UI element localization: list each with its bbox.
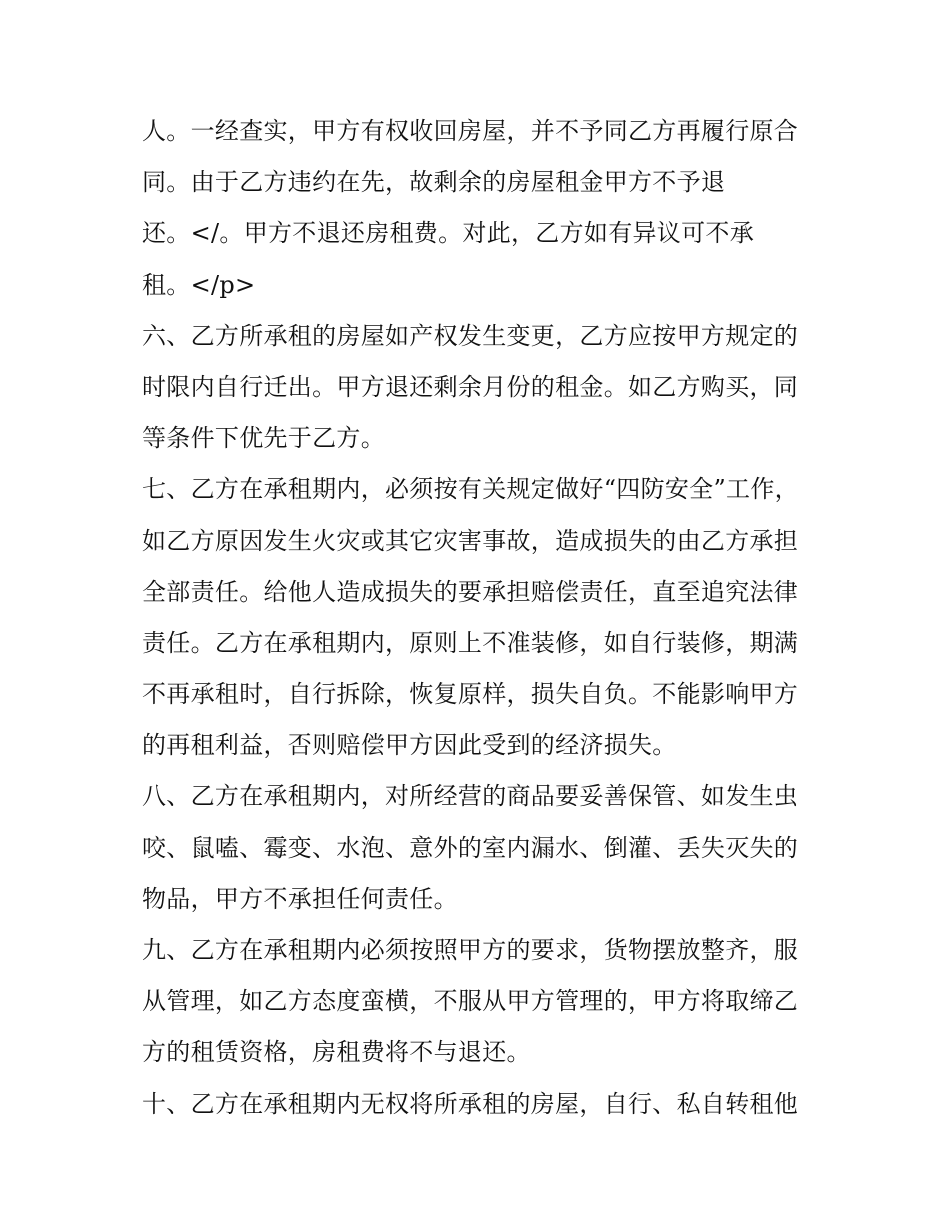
text-line: 全部责任。给他人造成损失的要承担赔偿责任，直至追究法律 xyxy=(142,577,799,606)
text-line: 时限内自行迁出。甲方退还剩余月份的租金。如乙方购买，同 xyxy=(142,372,799,401)
text-line: 的再租利益，否则赔偿甲方因此受到的经济损失。 xyxy=(142,731,677,760)
text-line: 方的租赁资格，房租费将不与退还。 xyxy=(142,1038,531,1067)
clause-eight-line: 八、乙方在承租期内，对所经营的商品要妥善保管、如发生虫 xyxy=(142,782,799,811)
clause-six-line: 六、乙方所承租的房屋如产权发生变更，乙方应按甲方规定的 xyxy=(142,321,799,350)
contract-text xyxy=(142,106,814,1130)
clause-seven-line: 七、乙方在承租期内，必须按有关规定做好“四防安全”工作， xyxy=(142,475,799,504)
text-line: 从管理，如乙方态度蛮横，不服从甲方管理的，甲方将取缔乙 xyxy=(142,987,799,1016)
text-line: 同。由于乙方违约在先，故剩余的房屋租金甲方不予退 xyxy=(142,168,726,197)
text-line: 责任。乙方在承租期内，原则上不准装修，如自行装修，期满 xyxy=(142,628,799,657)
clause-ten-line: 十、乙方在承租期内无权将所承租的房屋，自行、私自转租他 xyxy=(142,1089,799,1118)
text-line: 租。</p> xyxy=(142,270,256,299)
clause-nine-line: 九、乙方在承租期内必须按照甲方的要求，货物摆放整齐，服 xyxy=(142,936,799,964)
text-line: 等条件下优先于乙方。 xyxy=(142,424,385,453)
text-line: 人。一经查实，甲方有权收回房屋，并不予同乙方再履行原合 xyxy=(142,117,799,145)
text-line: 如乙方原因发生火灾或其它灾害事故，造成损失的由乙方承担 xyxy=(142,526,799,555)
text-line: 咬、鼠嗑、霉变、水泡、意外的室内漏水、倒灌、丢失灭失的 xyxy=(142,833,799,862)
text-line: 不再承租时，自行拆除，恢复原样，损失自负。不能影响甲方 xyxy=(142,680,799,709)
text-line: 还。</。甲方不退还房租费。对此，乙方如有异议可不承 xyxy=(142,219,754,248)
text-line: 物品，甲方不承担任何责任。 xyxy=(142,884,458,913)
